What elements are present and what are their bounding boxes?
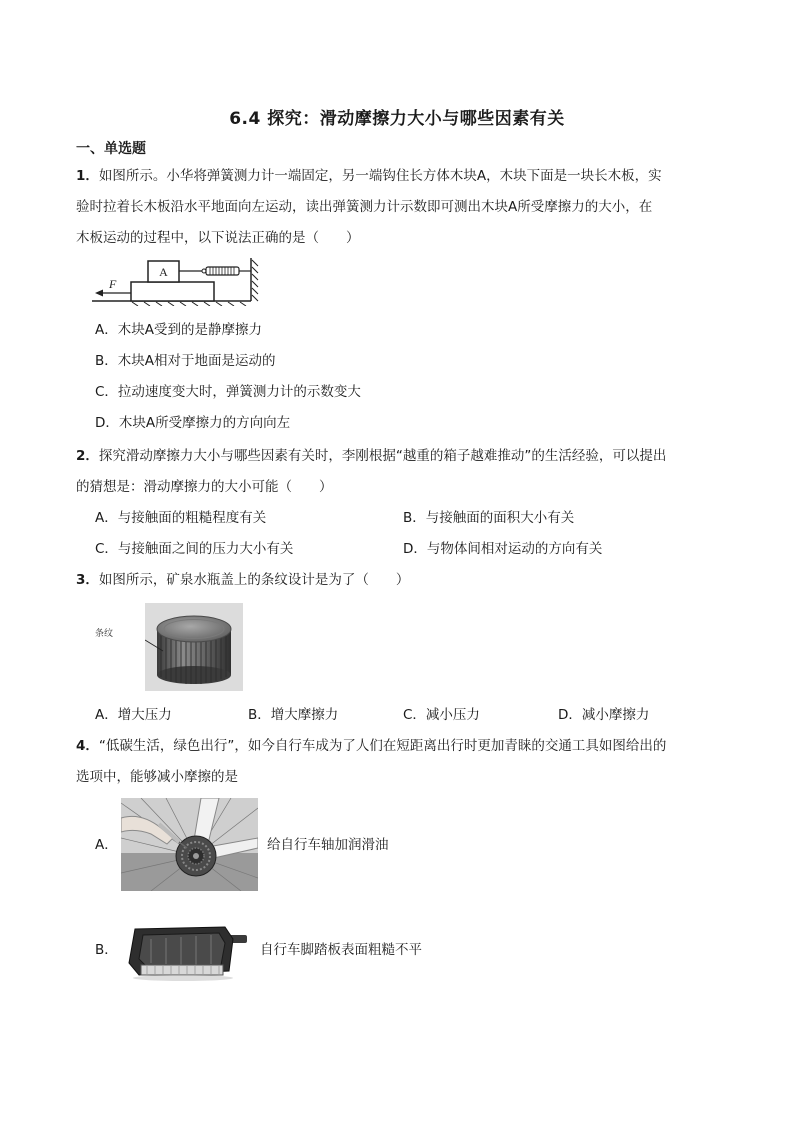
question-3-option-a: A．增大压力 <box>95 707 172 723</box>
block-a-label: A <box>159 265 168 279</box>
question-2-option-d: D．与物体间相对运动的方向有关 <box>403 541 603 557</box>
question-3-line-1: 3．如图所示，矿泉水瓶盖上的条纹设计是为了（ ） <box>76 572 410 588</box>
question-4-option-b-text: 自行车脚踏板表面粗糙不平 <box>260 942 422 958</box>
question-4-option-a-text: 给自行车轴加润滑油 <box>267 837 389 853</box>
question-4-option-a-letter: A． <box>95 837 118 853</box>
force-label: F <box>109 277 117 291</box>
question-1-option-a: A．木块A受到的是静摩擦力 <box>95 322 262 338</box>
bicycle-oil-photo <box>121 798 258 891</box>
question-1-line-2: 验时拉着长木板沿水平地面向左运动，读出弹簧测力计示数即可测出木块A所受摩擦力的大小，在 <box>76 199 653 215</box>
bicycle-pedal-photo <box>121 921 249 983</box>
bicycle-hub-icon <box>121 798 258 891</box>
question-2-option-c: C．与接触面之间的压力大小有关 <box>95 541 294 557</box>
question-3-option-c: C．减小压力 <box>403 707 480 723</box>
question-2-number: 2． <box>76 448 99 464</box>
question-4-line-2: 选项中，能够减小摩擦的是 <box>76 769 238 785</box>
question-1-line-1: 1．如图所示。小华将弹簧测力计一端固定，另一端钩住长方体木块A，木块下面是一块长木板，实 <box>76 168 662 184</box>
question-1-option-b: B．木块A相对于地面是运动的 <box>95 353 276 369</box>
question-2-line-1: 2．探究滑动摩擦力大小与哪些因素有关时，李刚根据“越重的箱子越难推动”的生活经验，可以提出 <box>76 448 667 464</box>
question-2-option-b: B．与接触面的面积大小有关 <box>403 510 575 526</box>
question-1-line-3: 木板运动的过程中，以下说法正确的是（ ） <box>76 230 360 246</box>
question-1-option-c: C．拉动速度变大时，弹簧测力计的示数变大 <box>95 384 361 400</box>
question-1-option-d: D．木块A所受摩擦力的方向向左 <box>95 415 291 431</box>
section-heading: 一、单选题 <box>76 141 146 157</box>
friction-experiment-diagram <box>92 256 262 306</box>
page-title: 6.4 探究：滑动摩擦力大小与哪些因素有关 <box>229 109 565 129</box>
question-2-line-2: 的猜想是：滑动摩擦力的大小可能（ ） <box>76 479 333 495</box>
question-2-option-a: A．与接触面的粗糙程度有关 <box>95 510 267 526</box>
question-3-number: 3． <box>76 572 99 588</box>
question-3-option-d: D．减小摩擦力 <box>558 707 650 723</box>
question-4-line-1: 4．“低碳生活，绿色出行”，如今自行车成为了人们在短距离出行时更加青睐的交通工具如图给出的 <box>76 738 667 754</box>
bottle-cap-icon <box>145 603 243 691</box>
question-4-option-b-letter: B． <box>95 942 118 958</box>
long-board <box>131 282 214 301</box>
pedal-icon <box>121 921 249 983</box>
question-1-number: 1． <box>76 168 99 184</box>
bottle-cap-photo <box>145 603 243 691</box>
question-3-option-b: B．增大摩擦力 <box>248 707 339 723</box>
question-4-number: 4． <box>76 738 99 754</box>
stripe-label: 条纹 <box>95 629 114 639</box>
